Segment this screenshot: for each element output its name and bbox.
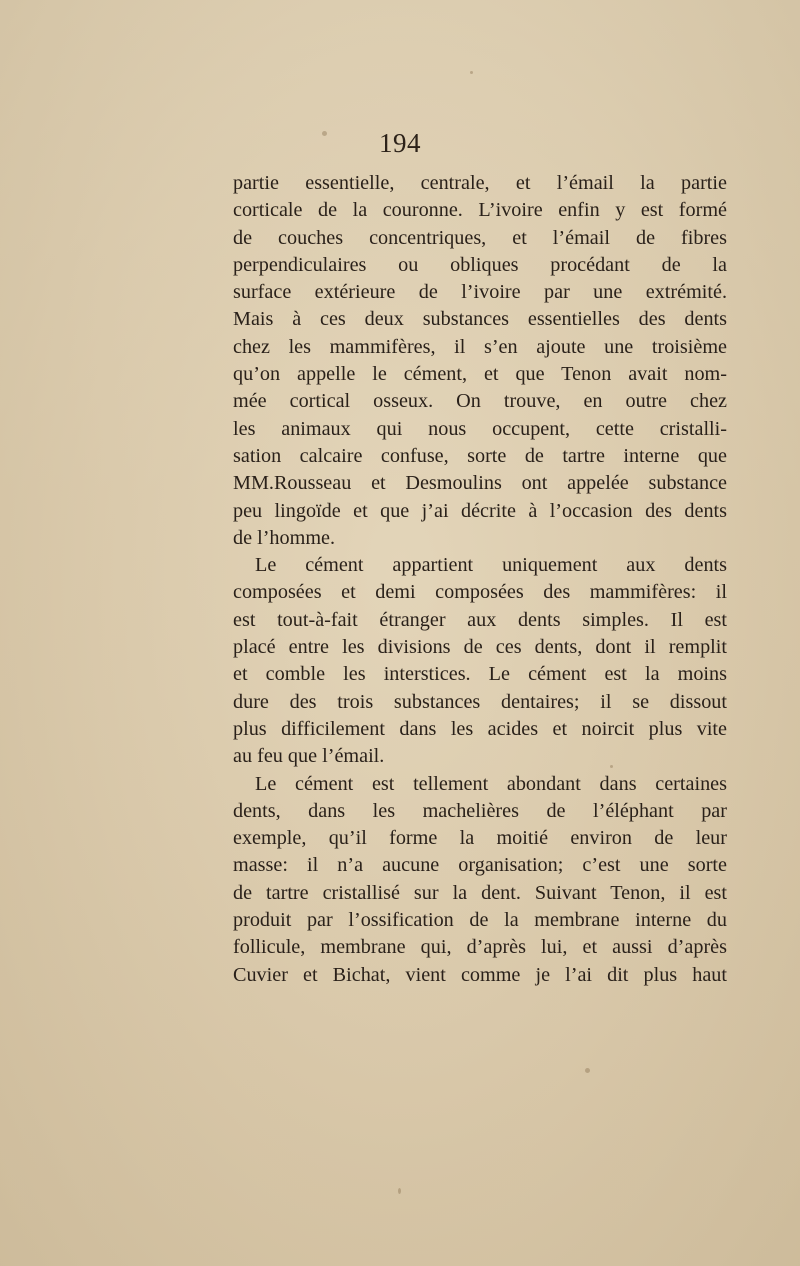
text-line: sation calcaire confuse, sorte de tartre interne que xyxy=(233,444,727,467)
text-line: placé entre les divisions de ces dents, dont il remplit xyxy=(233,636,727,659)
text-line: de l’homme. xyxy=(233,526,336,549)
text-line: plus difficilement dans les acides et noircit plus vite xyxy=(233,717,727,740)
text-line: dure des trois substances dentaires; il se dissout xyxy=(233,690,727,713)
text-line: produit par l’ossification de la membrane interne du xyxy=(233,909,727,932)
text-line: follicule, membrane qui, d’après lui, et aussi d’après xyxy=(233,936,727,959)
text-line: masse: il n’a aucune organisation; c’est une sorte xyxy=(233,854,727,877)
text-line: de tartre cristallisé sur la dent. Suivant Tenon, il est xyxy=(233,881,727,904)
text-line: et comble les interstices. Le cément est la moins xyxy=(233,663,727,686)
ink-spot xyxy=(398,1188,401,1194)
text-line: dents, dans les machelières de l’éléphant par xyxy=(233,799,727,822)
page-number: 194 xyxy=(379,128,421,158)
text-line: MM.Rousseau et Desmoulins ont appelée substance xyxy=(233,472,727,495)
body-text xyxy=(233,170,727,989)
text-line: corticale de la couronne. L’ivoire enfin y est formé xyxy=(233,199,727,222)
text-line: Mais à ces deux substances essentielles des dents xyxy=(233,308,727,331)
text-line: peu lingoïde et que j’ai décrite à l’occasion des dents xyxy=(233,499,727,522)
ink-spot xyxy=(585,1068,590,1073)
text-line: qu’on appelle le cément, et que Tenon avait nom- xyxy=(233,363,727,386)
text-line: Le cément est tellement abondant dans certaines xyxy=(255,772,727,795)
text-line: Le cément appartient uniquement aux dents xyxy=(255,554,727,577)
text-line: partie essentielle, centrale, et l’émail la partie xyxy=(233,172,727,194)
ink-spot xyxy=(470,71,473,74)
text-line: est tout-à-fait étranger aux dents simples. Il est xyxy=(233,608,727,631)
text-line: les animaux qui nous occupent, cette cristalli- xyxy=(233,417,727,440)
text-line: mée cortical osseux. On trouve, en outre chez xyxy=(233,390,727,413)
text-line: perpendiculaires ou obliques procédant de la xyxy=(233,253,727,276)
text-line: Cuvier et Bichat, vient comme je l’ai dit plus haut xyxy=(233,963,727,986)
text-line: exemple, qu’il forme la moitié environ de leur xyxy=(233,827,727,850)
text-line: au feu que l’émail. xyxy=(233,745,385,768)
text-line: composées et demi composées des mammifères: il xyxy=(233,581,727,604)
text-line: surface extérieure de l’ivoire par une extrémité. xyxy=(233,281,727,304)
text-line: de couches concentriques, et l’émail de fibres xyxy=(233,226,727,249)
text-line: chez les mammifères, il s’en ajoute une troisième xyxy=(233,335,727,358)
